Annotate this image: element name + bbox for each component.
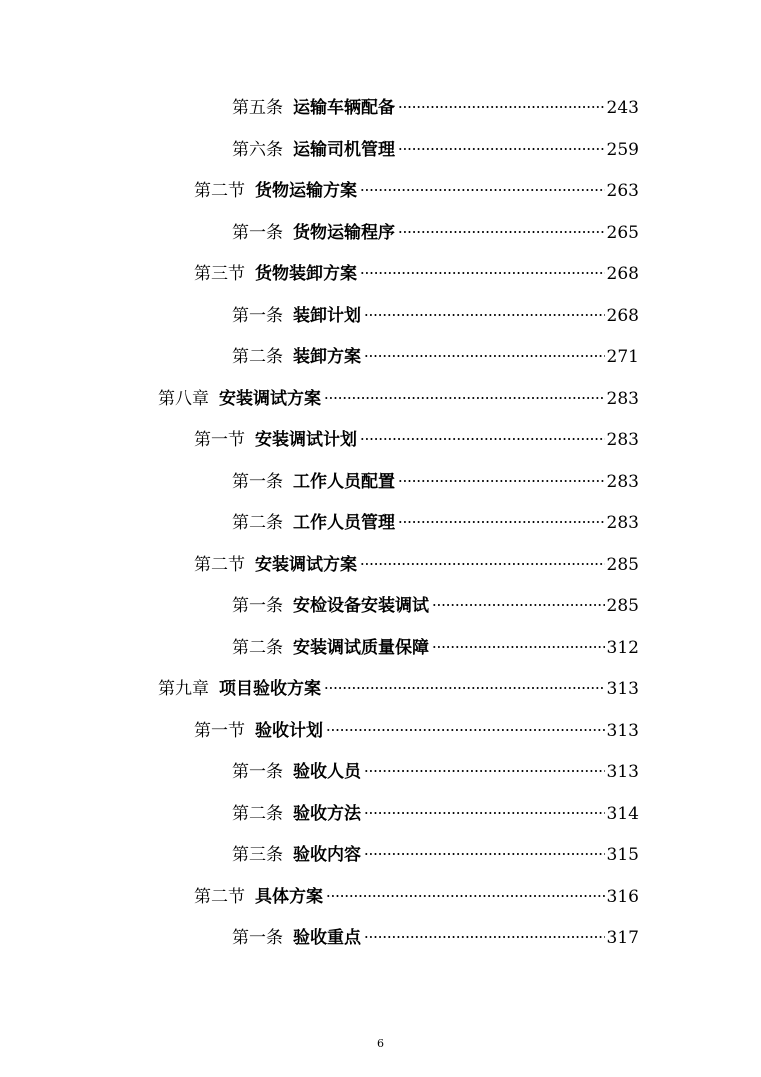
toc-entry-title: 验收内容 xyxy=(293,845,361,865)
toc-entry-number: 第二条 xyxy=(232,803,283,824)
toc-entry-number: 第一条 xyxy=(232,928,283,948)
dot-leader xyxy=(398,220,605,234)
toc-entry[interactable] xyxy=(232,93,639,123)
toc-entry[interactable] xyxy=(194,259,639,289)
toc-entry-page: 265 xyxy=(606,222,639,243)
dot-leader xyxy=(398,510,605,524)
toc-entry[interactable] xyxy=(194,425,639,455)
toc-entry-number: 第一条 xyxy=(232,762,283,782)
toc-entry-page: 313 xyxy=(606,720,639,741)
toc-entry[interactable] xyxy=(194,550,639,580)
dot-leader xyxy=(326,718,605,732)
toc-entry-title: 货物运输方案 xyxy=(255,181,357,201)
toc-entry-number: 第二条 xyxy=(232,513,283,533)
toc-entry[interactable] xyxy=(232,342,639,372)
dot-leader xyxy=(360,261,605,275)
toc-entry-title: 装卸计划 xyxy=(293,305,361,326)
toc-entry[interactable] xyxy=(232,508,639,538)
dot-leader xyxy=(364,801,605,815)
toc-entry-title: 安装调试计划 xyxy=(255,430,357,450)
toc-entry-title: 货物装卸方案 xyxy=(255,264,357,284)
toc-entry[interactable] xyxy=(232,840,639,870)
toc-entry-title: 装卸方案 xyxy=(293,347,361,367)
toc-entry[interactable] xyxy=(158,384,639,414)
toc-entry-page: 283 xyxy=(606,430,639,450)
toc-entry-page: 285 xyxy=(606,554,639,575)
dot-leader xyxy=(326,884,605,898)
toc-entry[interactable] xyxy=(232,301,639,331)
dot-leader xyxy=(360,178,605,192)
toc-entry[interactable] xyxy=(194,716,639,746)
dot-leader xyxy=(324,676,605,690)
toc-entry-page: 315 xyxy=(606,845,639,865)
toc-entry-number: 第二条 xyxy=(232,347,283,367)
toc-entry-number: 第二节 xyxy=(194,554,245,575)
toc-entry-title: 安检设备安装调试 xyxy=(293,596,429,616)
toc-entry-title: 工作人员管理 xyxy=(293,513,395,533)
toc-entry[interactable] xyxy=(232,467,639,497)
dot-leader xyxy=(364,303,605,317)
toc-entry[interactable] xyxy=(232,923,639,953)
toc-entry-page: 268 xyxy=(606,264,639,284)
toc-entry-page: 259 xyxy=(606,139,639,160)
toc-entry-title: 验收重点 xyxy=(293,928,361,948)
toc-entry-page: 268 xyxy=(606,305,639,326)
toc-entry-title: 运输车辆配备 xyxy=(293,98,395,118)
toc-entry-number: 第二节 xyxy=(194,181,245,201)
toc-entry-page: 317 xyxy=(606,928,639,948)
dot-leader xyxy=(398,137,605,151)
toc-entry-page: 313 xyxy=(606,762,639,782)
toc-entry-number: 第一条 xyxy=(232,471,283,492)
toc-entry[interactable] xyxy=(194,176,639,206)
toc-entry-title: 安装调试方案 xyxy=(255,554,357,575)
toc-entry[interactable] xyxy=(232,799,639,829)
toc-entry-page: 312 xyxy=(606,637,639,658)
toc-entry-page: 283 xyxy=(606,388,639,409)
toc-entry-number: 第一条 xyxy=(232,596,283,616)
toc-entry-page: 314 xyxy=(606,803,639,824)
toc-entry-number: 第二条 xyxy=(232,637,283,658)
toc-entry-number: 第二节 xyxy=(194,886,245,907)
dot-leader xyxy=(364,925,605,939)
dot-leader xyxy=(324,386,605,400)
toc-entry-title: 验收计划 xyxy=(255,720,323,741)
toc-entry-page: 285 xyxy=(606,596,639,616)
toc-entry[interactable] xyxy=(232,135,639,165)
toc-entry-page: 283 xyxy=(606,513,639,533)
toc-entry-number: 第一条 xyxy=(232,305,283,326)
toc-entry-title: 验收方法 xyxy=(293,803,361,824)
toc-entry-number: 第六条 xyxy=(232,139,283,160)
toc-entry-title: 运输司机管理 xyxy=(293,139,395,160)
page-number: 6 xyxy=(377,1037,384,1050)
toc-entry-number: 第一条 xyxy=(232,222,283,243)
dot-leader xyxy=(360,552,605,566)
toc-entry-number: 第八章 xyxy=(158,388,209,409)
dot-leader xyxy=(398,95,605,109)
toc-entry-title: 安装调试质量保障 xyxy=(293,637,429,658)
toc-entry-number: 第一节 xyxy=(194,430,245,450)
toc-entry[interactable] xyxy=(232,757,639,787)
toc-entry[interactable] xyxy=(232,591,639,621)
dot-leader xyxy=(398,469,605,483)
dot-leader xyxy=(432,635,605,649)
toc-entry-number: 第三节 xyxy=(194,264,245,284)
toc-entry-number: 第五条 xyxy=(232,98,283,118)
toc-entry[interactable] xyxy=(194,882,639,912)
toc-entry-page: 263 xyxy=(606,181,639,201)
toc-entry-title: 货物运输程序 xyxy=(293,222,395,243)
toc-entry-number: 第一节 xyxy=(194,720,245,741)
toc-entry-page: 271 xyxy=(606,347,639,367)
toc-entry-page: 243 xyxy=(606,98,639,118)
toc-entry-title: 项目验收方案 xyxy=(219,679,321,699)
toc-entry-page: 283 xyxy=(606,471,639,492)
dot-leader xyxy=(432,593,605,607)
toc-entry[interactable] xyxy=(232,633,639,663)
dot-leader xyxy=(364,344,605,358)
toc-entry-title: 安装调试方案 xyxy=(219,388,321,409)
toc-entry-number: 第三条 xyxy=(232,845,283,865)
dot-leader xyxy=(364,759,605,773)
dot-leader xyxy=(364,842,605,856)
toc-entry[interactable] xyxy=(158,674,639,704)
toc-entry-title: 工作人员配置 xyxy=(293,471,395,492)
toc-entry-number: 第九章 xyxy=(158,679,209,699)
toc-entry-title: 验收人员 xyxy=(293,762,361,782)
toc-entry-page: 316 xyxy=(606,886,639,907)
dot-leader xyxy=(360,427,605,441)
toc-entry-title: 具体方案 xyxy=(255,886,323,907)
toc-entry[interactable] xyxy=(232,218,639,248)
toc-entry-page: 313 xyxy=(606,679,639,699)
